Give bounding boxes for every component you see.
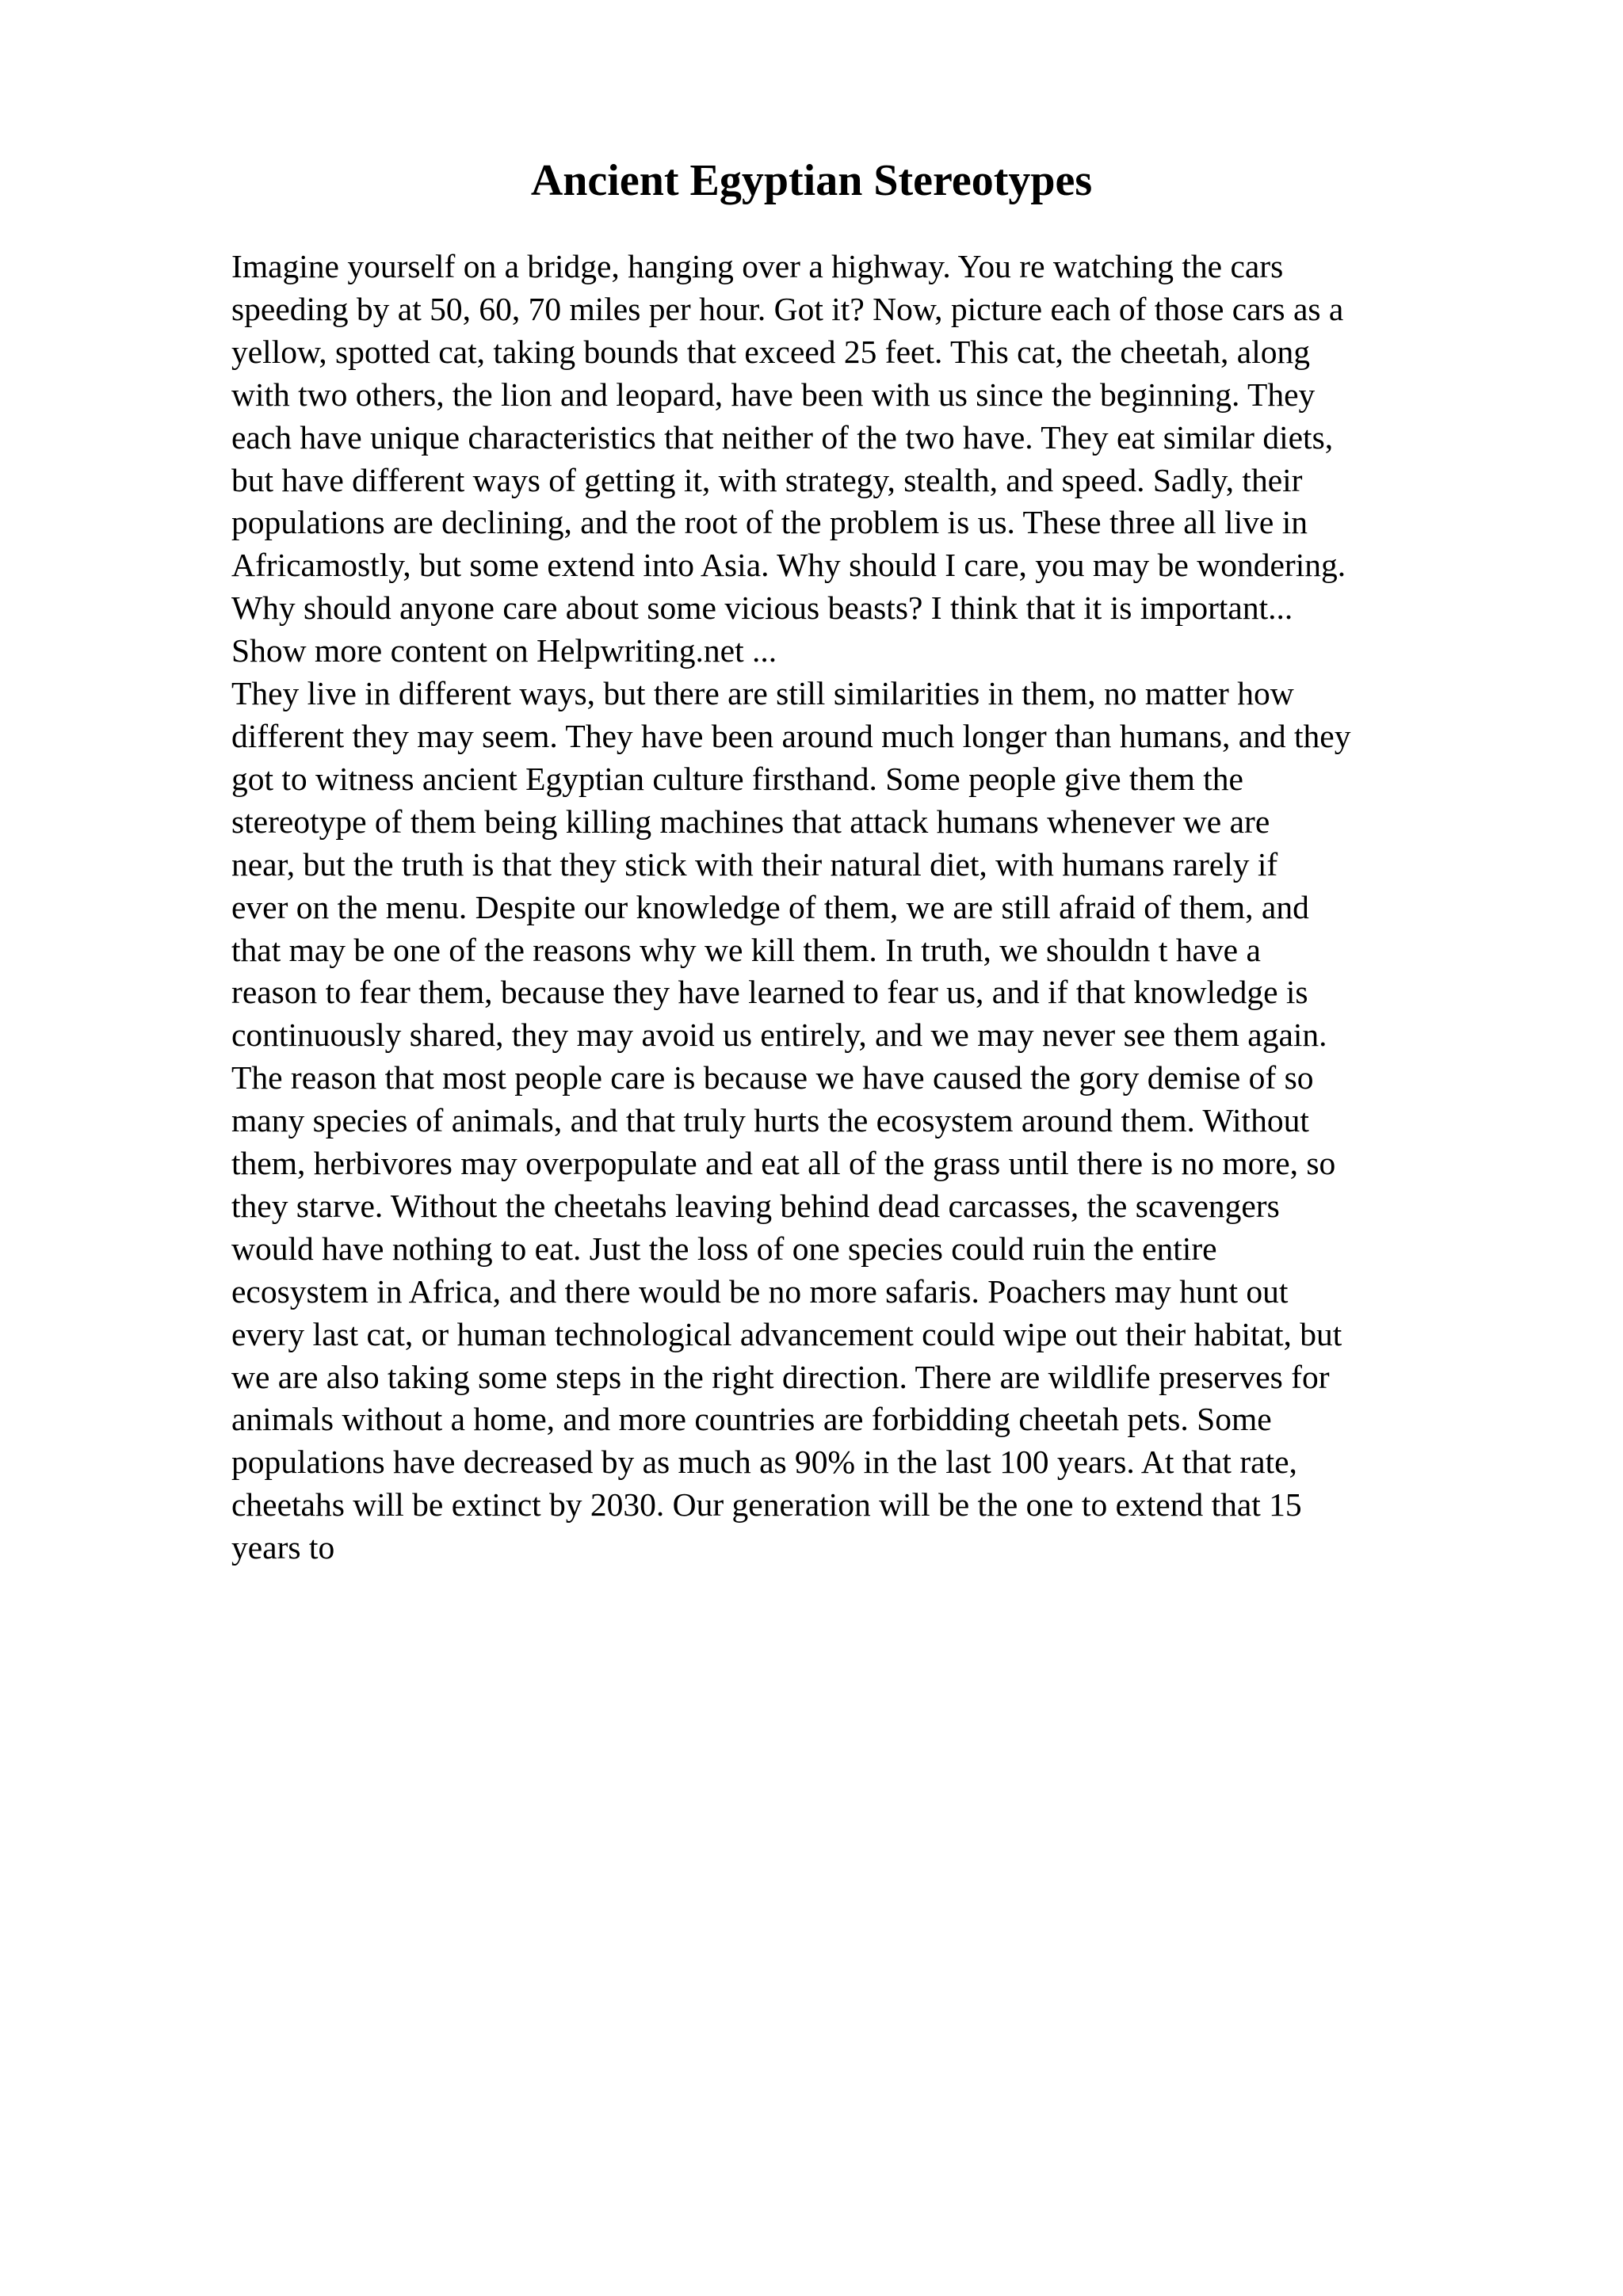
body-text-line: Imagine yourself on a bridge, hanging over a highway. You re watching the cars	[231, 248, 1284, 284]
body-text-line: each have unique characteristics that neither of the two have. They eat similar diets,	[231, 418, 1334, 456]
body-text-line: got to witness ancient Egyptian culture firsthand. Some people give them the	[231, 760, 1243, 797]
body-text-line: populations are declining, and the root of the problem is us. These three all live in	[231, 504, 1308, 541]
body-text-line: them, herbivores may overpopulate and eat all of the grass until there is no more, so	[231, 1145, 1336, 1182]
body-text-line: Why should anyone care about some vicious beasts? I think that it is important...	[231, 589, 1293, 627]
body-text-line: that may be one of the reasons why we kill them. In truth, we shouldn t have a	[231, 931, 1261, 968]
body-text-line: every last cat, or human technological advancement could wipe out their habitat, but	[231, 1315, 1342, 1352]
body-text-line: different they may seem. They have been around much longer than humans, and they	[231, 717, 1351, 754]
body-text-line: but have different ways of getting it, with strategy, stealth, and speed. Sadly, their	[231, 461, 1303, 498]
body-text-line: stereotype of them being killing machines that attack humans whenever we are	[231, 803, 1270, 840]
body-text-line: speeding by at 50, 60, 70 miles per hour. Got it? Now, picture each of those cars as a	[231, 290, 1344, 327]
body-text-line: ecosystem in Africa, and there would be no more safaris. Poachers may hunt out	[231, 1272, 1289, 1310]
body-text-line: ever on the menu. Despite our knowledge of them, we are still afraid of them, and	[231, 888, 1309, 925]
document-title: Ancient Egyptian Stereotypes	[530, 156, 1093, 205]
body-text-line: They live in different ways, but there are still similarities in them, no matter how	[231, 675, 1294, 712]
body-text-line: Africamostly, but some extend into Asia. Why should I care, you may be wondering.	[231, 547, 1346, 584]
body-text-line: many species of animals, and that truly hurts the ecosystem around them. Without	[231, 1102, 1309, 1139]
document-body	[231, 246, 1515, 1569]
body-text-line: reason to fear them, because they have learned to fear us, and if that knowledge is	[231, 974, 1308, 1011]
body-text-line: animals without a home, and more countries are forbidding cheetah pets. Some	[231, 1401, 1272, 1438]
body-text-line: they starve. Without the cheetahs leaving behind dead carcasses, the scavengers	[231, 1187, 1280, 1224]
body-text-line: Show more content on Helpwriting.net ...	[231, 632, 777, 669]
body-text-line: cheetahs will be extinct by 2030. Our generation will be the one to extend that 15	[231, 1486, 1302, 1524]
body-text-line: years to	[231, 1529, 335, 1566]
body-text-line: populations have decreased by as much as 90% in the last 100 years. At that rate,	[231, 1444, 1297, 1481]
body-text-line: we are also taking some steps in the right direction. There are wildlife preserves for	[231, 1358, 1330, 1395]
body-text-line: continuously shared, they may avoid us entirely, and we may never see them again.	[231, 1016, 1327, 1054]
body-text-line: yellow, spotted cat, taking bounds that exceed 25 feet. This cat, the cheetah, along	[231, 333, 1310, 370]
body-text-line: The reason that most people care is because we have caused the gory demise of so	[231, 1059, 1314, 1097]
body-text-line: near, but the truth is that they stick with their natural diet, with humans rarely if	[231, 845, 1278, 883]
body-text-line: would have nothing to eat. Just the loss of one species could ruin the entire	[231, 1230, 1217, 1267]
body-text-line: with two others, the lion and leopard, have been with us since the beginning. They	[231, 376, 1316, 413]
